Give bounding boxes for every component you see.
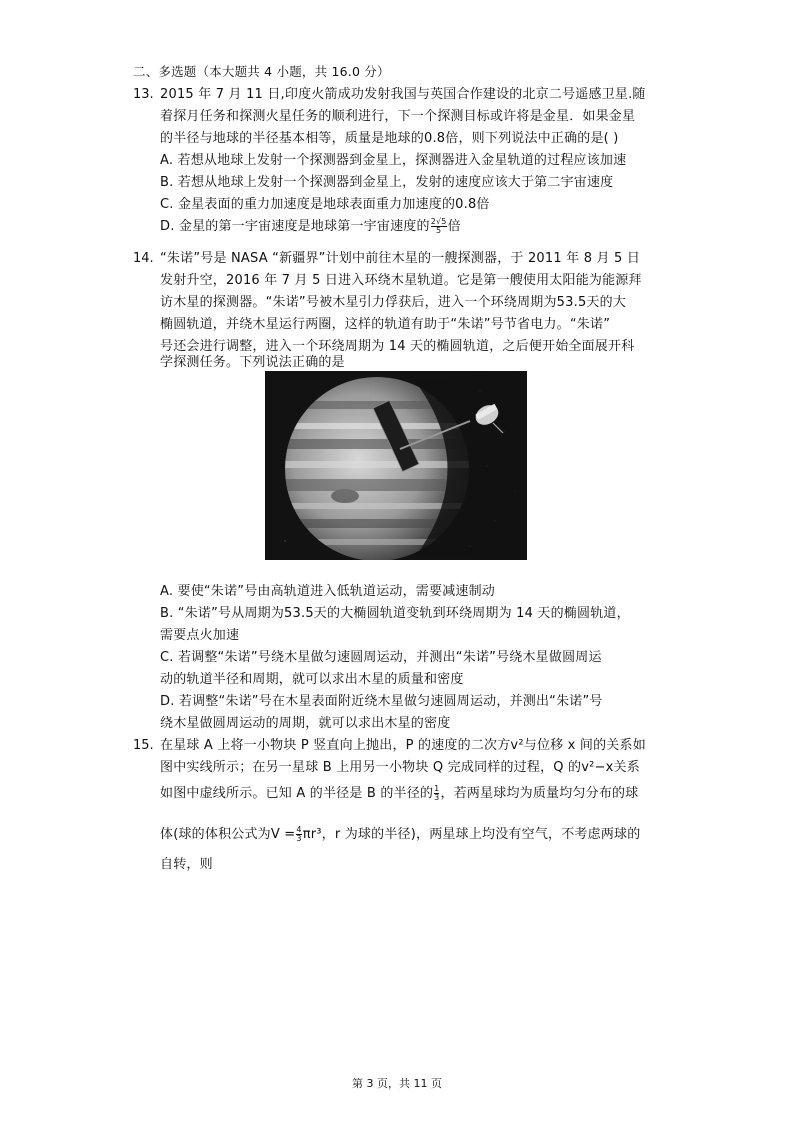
q15-stem-line: 在星球 A 上将一小物块 P 竖直向上抛出，P 的速度的二次方v²与位移 x 间的关系如 <box>160 738 646 753</box>
q13-option-d-suffix: 倍 <box>447 219 461 234</box>
fraction-numerator: 1 <box>434 784 440 793</box>
q14-stem-line: “朱诺”号是 NASA “新疆界”计划中前往木星的一艘探测器，于 2011 年 8 月 5 日 <box>160 251 641 266</box>
q14-option-d-continued: 绕木星做圆周运动的周期，就可以求出木星的密度 <box>160 716 451 731</box>
q15-stem-line <box>160 826 640 843</box>
fraction-denominator: 3 <box>296 834 302 843</box>
jupiter-illustration <box>265 371 527 560</box>
fraction-numerator: 2√5 <box>430 217 447 226</box>
q13-option-d-fraction <box>431 218 447 235</box>
q15-line3-text: 如图中虚线所示。已知 A 的半径是 B 的半径的 <box>160 786 434 801</box>
q14-stem-line: 发射升空，2016 年 7 月 5 日进入环绕木星轨道。它是第一艘使用太阳能为能源拜 <box>160 273 642 288</box>
q13-stem-line: 着探月任务和探测火星任务的顺利进行，下一个探测目标或许将是金星．如果金星 <box>160 109 636 124</box>
q15-line4-suffix: πr³，r 为球的半径)，两星球上均没有空气，不考虑两球的 <box>302 827 641 842</box>
q15-line3-suffix: ，若两星球均为质量均匀分布的球 <box>440 786 639 801</box>
q14-stem-line: 访木星的探测器。“朱诺”号被木星引力俘获后，进入一个环绕周期为53.5天的大 <box>160 295 627 310</box>
q14-stem-line: 椭圆轨道，并绕木星运行两圈，这样的轨道有助于“朱诺”号节省电力。“朱诺” <box>160 317 611 332</box>
q13-stem-line: 2015 年 7 月 11 日,印度火箭成功发射我国与英国合作建设的北京二号遥感卫星.随 <box>160 87 646 102</box>
q13-number: 13. <box>133 87 154 102</box>
q13-option-b[interactable]: B. 若想从地球上发射一个探测器到金星上，发射的速度应该大于第二宇宙速度 <box>160 175 614 190</box>
q13-option-d[interactable] <box>160 218 461 235</box>
q14-option-c[interactable]: C. 若调整“朱诺”号绕木星做匀速圆周运动，并测出“朱诺”号绕木星做圆周运 <box>160 650 602 665</box>
q15-number: 15. <box>133 738 154 753</box>
radius-ratio-fraction <box>434 785 439 802</box>
fraction-denominator: 3 <box>434 793 440 802</box>
q14-option-b[interactable]: B. “朱诺”号从周期为53.5天的大椭圆轨道变轨到环绕周期为 14 天的椭圆轨道， <box>160 606 630 621</box>
q14-option-a[interactable]: A. 要使“朱诺”号由高轨道进入低轨道运动，需要减速制动 <box>160 584 495 599</box>
q14-option-b-continued: 需要点火加速 <box>160 628 240 643</box>
q15-stem-line <box>160 785 638 802</box>
page-footer: 第 3 页，共 11 页 <box>352 1077 442 1090</box>
juno-jupiter-photo <box>265 371 527 560</box>
q14-option-d[interactable]: D. 若调整“朱诺”号在木星表面附近绕木星做匀速圆周运动，并测出“朱诺”号 <box>160 694 603 709</box>
q13-option-d-text: D. 金星的第一宇宙速度是地球第一宇宙速度的 <box>160 219 430 234</box>
volume-formula-fraction <box>296 826 301 843</box>
q14-stem-line: 号还会进行调整，进入一个环绕周期为 14 天的椭圆轨道，之后便开始全面展开科 <box>160 339 635 354</box>
q14-number: 14. <box>133 251 154 266</box>
fraction-numerator: 4 <box>296 825 302 834</box>
section-heading: 二、多选题（本大题共 4 小题，共 16.0 分） <box>133 64 390 79</box>
q13-option-c[interactable]: C. 金星表面的重力加速度是地球表面重力加速度的0.8倍 <box>160 197 490 212</box>
fraction-denominator: 5 <box>435 226 442 235</box>
q15-stem-line: 自转，则 <box>160 857 213 872</box>
q15-stem-line: 图中实线所示；在另一星球 B 上用另一小物块 Q 完成同样的过程，Q 的v²−x关系 <box>160 760 640 775</box>
q13-stem-line: 的半径与地球的半径基本相等，质量是地球的0.8倍，则下列说法中正确的是( ) <box>160 131 619 146</box>
q15-line4-text: 体(球的体积公式为V = <box>160 827 296 842</box>
q14-stem-line: 学探测任务。下列说法正确的是 <box>160 355 345 370</box>
q13-option-a[interactable]: A. 若想从地球上发射一个探测器到金星上，探测器进入金星轨道的过程应该加速 <box>160 153 627 168</box>
q14-option-c-continued: 动的轨道半径和周期，就可以求出木星的质量和密度 <box>160 672 464 687</box>
